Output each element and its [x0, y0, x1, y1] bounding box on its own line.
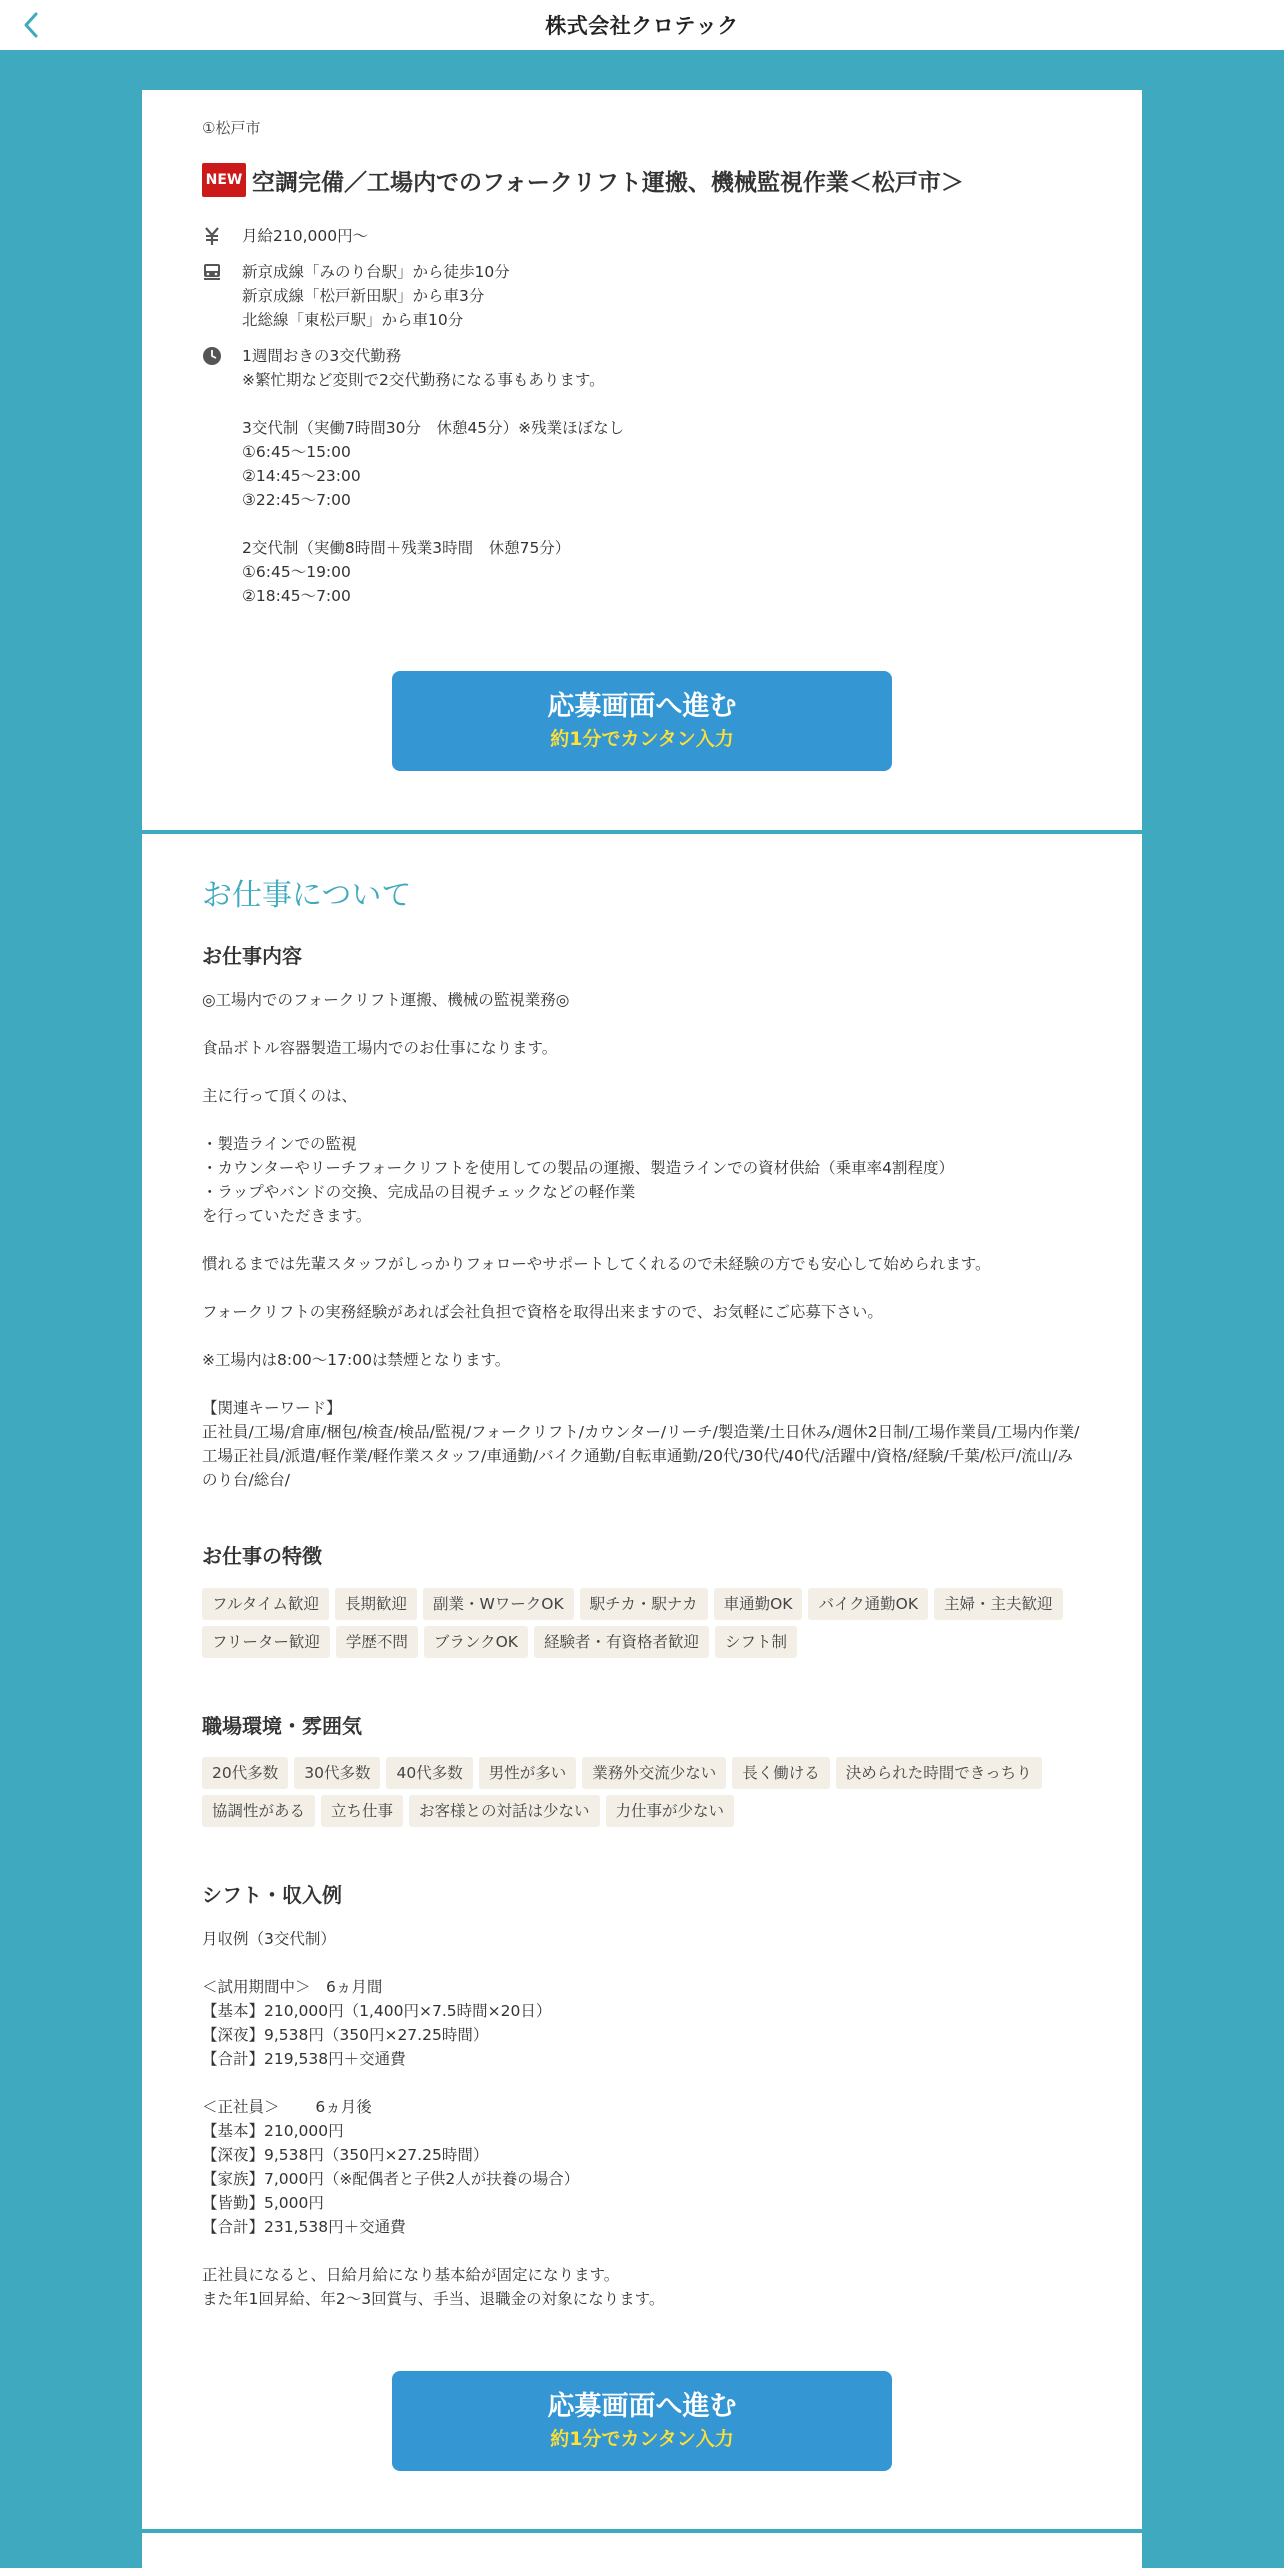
feature-tag: バイク通勤OK	[808, 1588, 928, 1620]
environment-tag: 40代多数	[386, 1757, 472, 1789]
environment-tag: お客様との対話は少ない	[409, 1795, 600, 1827]
apply-button-label: 応募画面へ進む	[547, 2391, 737, 2422]
environment-tag: 30代多数	[294, 1757, 380, 1789]
access-row	[202, 260, 510, 332]
hours-text: 1週間おきの3交代勤務 ※繁忙期など変則で2交代勤務になる事もあります。 3交代制（実働7時間30分 休憩45分）※残業ほぼなし ①6:45～15:00 ②14:45～23:00 ③22:45～7:00 2交代制（実働8時間＋残業3時間 休憩75分） ①6:45～19:00 ②18:45～7:00	[242, 347, 625, 605]
salary-text: 月給210,000円〜	[242, 227, 369, 245]
page-title: 株式会社クロテック	[545, 14, 739, 38]
chevron-left-icon	[21, 11, 41, 39]
environment-tag: 力仕事が少ない	[606, 1795, 735, 1827]
feature-tag: 車通勤OK	[714, 1588, 803, 1620]
apply-button[interactable]	[392, 671, 892, 771]
train-icon	[202, 262, 222, 282]
section-title: お仕事について	[202, 878, 412, 913]
feature-tag: 駅チカ・駅ナカ	[580, 1588, 708, 1620]
environment-tag: 業務外交流少ない	[582, 1757, 726, 1789]
feature-tag: 主婦・主夫歓迎	[934, 1588, 1063, 1620]
job-title: 空調完備／工場内でのフォークリフト運搬、機械監視作業＜松戸市＞	[252, 169, 964, 196]
feature-tag: フルタイム歓迎	[202, 1588, 329, 1620]
feature-tag: ブランクOK	[424, 1626, 528, 1658]
job-details-card	[142, 834, 1142, 2529]
shift-heading: シフト・収入例	[202, 1883, 342, 1907]
job-location: ①松戸市	[202, 119, 261, 137]
hours-row	[202, 344, 624, 608]
feature-tag: 学歴不問	[336, 1626, 418, 1658]
access-text: 新京成線「みのり台駅」から徒歩10分 新京成線「松戸新田駅」から車3分 北総線「東松戸駅」から車10分	[242, 263, 510, 329]
environment-tag: 立ち仕事	[321, 1795, 403, 1827]
apply-button-sublabel: 約1分でカンタン入力	[550, 728, 734, 750]
job-title-row	[202, 163, 964, 197]
job-content-heading: お仕事内容	[202, 944, 302, 968]
apply-button-sublabel: 約1分でカンタン入力	[550, 2428, 734, 2450]
environment-heading: 職場環境・雰囲気	[202, 1714, 362, 1738]
environment-tag: 男性が多い	[479, 1757, 577, 1789]
environment-tag: 長く働ける	[732, 1757, 830, 1789]
features-heading: お仕事の特徴	[202, 1544, 322, 1568]
feature-tag: シフト制	[715, 1626, 797, 1658]
feature-tag: フリーター歓迎	[202, 1626, 330, 1658]
feature-tag: 長期歓迎	[335, 1588, 417, 1620]
job-content-text: ◎工場内でのフォークリフト運搬、機械の監視業務◎ 食品ボトル容器製造工場内でのお仕事になります。 主に行って頂くのは、 ・製造ラインでの監視 ・カウンターやリーチフォークリフトを使用しての製品の運搬、製造ラインでの資材供給（乗車率4割程度） ・ラップやバンドの交換、完成品の目視チェックなどの軽作業 を行っていただきます。 慣れるまでは先輩スタッフがしっかりフォローやサポートしてくれるので未経験の方でも安心して始められます。 フォークリフトの実務経験があれば会社負担で資格を取得出来ますので、お気軽にご応募下さい。 ※工場内は8:00～17:00は禁煙となります。 【関連キーワード】 正社員/工場/倉庫/梱包/検査/検品/監視/フォークリフト/カウンター/リーチ/製造業/土日休み/週休2日制/工場作業員/工場内作業/工場正社員/派遣/軽作業/軽作業スタッフ/車通勤/バイク通勤/自転車通勤/20代/30代/40代/活躍中/資格/経験/千葉/松戸/流山/みのり台/総台/	[202, 991, 1080, 1489]
top-bar	[0, 0, 1284, 50]
next-card	[142, 2533, 1142, 2568]
environment-tag: 協調性がある	[202, 1795, 315, 1827]
feature-tag: 副業・WワークOK	[423, 1588, 574, 1620]
features-tags	[202, 1588, 1082, 1658]
feature-tag: 経験者・有資格者歓迎	[534, 1626, 709, 1658]
apply-button-label: 応募画面へ進む	[547, 691, 737, 722]
job-summary-card	[142, 90, 1142, 830]
yen-icon	[202, 226, 222, 246]
environment-tags	[202, 1757, 1082, 1827]
environment-tag: 決められた時間できっちり	[836, 1757, 1042, 1789]
back-button[interactable]	[14, 8, 48, 42]
apply-button-bottom[interactable]	[392, 2371, 892, 2471]
new-badge: NEW	[202, 163, 246, 197]
shift-text: 月収例（3交代制） ＜試用期間中＞ 6ヵ月間 【基本】210,000円（1,400円×7.5時間×20日） 【深夜】9,538円（350円×27.25時間） 【合計】219,538円＋交通費 ＜正社員＞ 6ヵ月後 【基本】210,000円 【深夜】9,538円（350円×27.25時間） 【家族】7,000円（※配偶者と子供2人が扶養の場合） 【皆勤】5,000円 【合計】231,538円＋交通費 正社員になると、日給月給になり基本給が固定になります。 また年1回昇給、年2～3回賞与、手当、退職金の対象になります。	[202, 1930, 665, 2308]
clock-icon	[202, 346, 222, 366]
salary-row	[202, 224, 368, 248]
environment-tag: 20代多数	[202, 1757, 288, 1789]
